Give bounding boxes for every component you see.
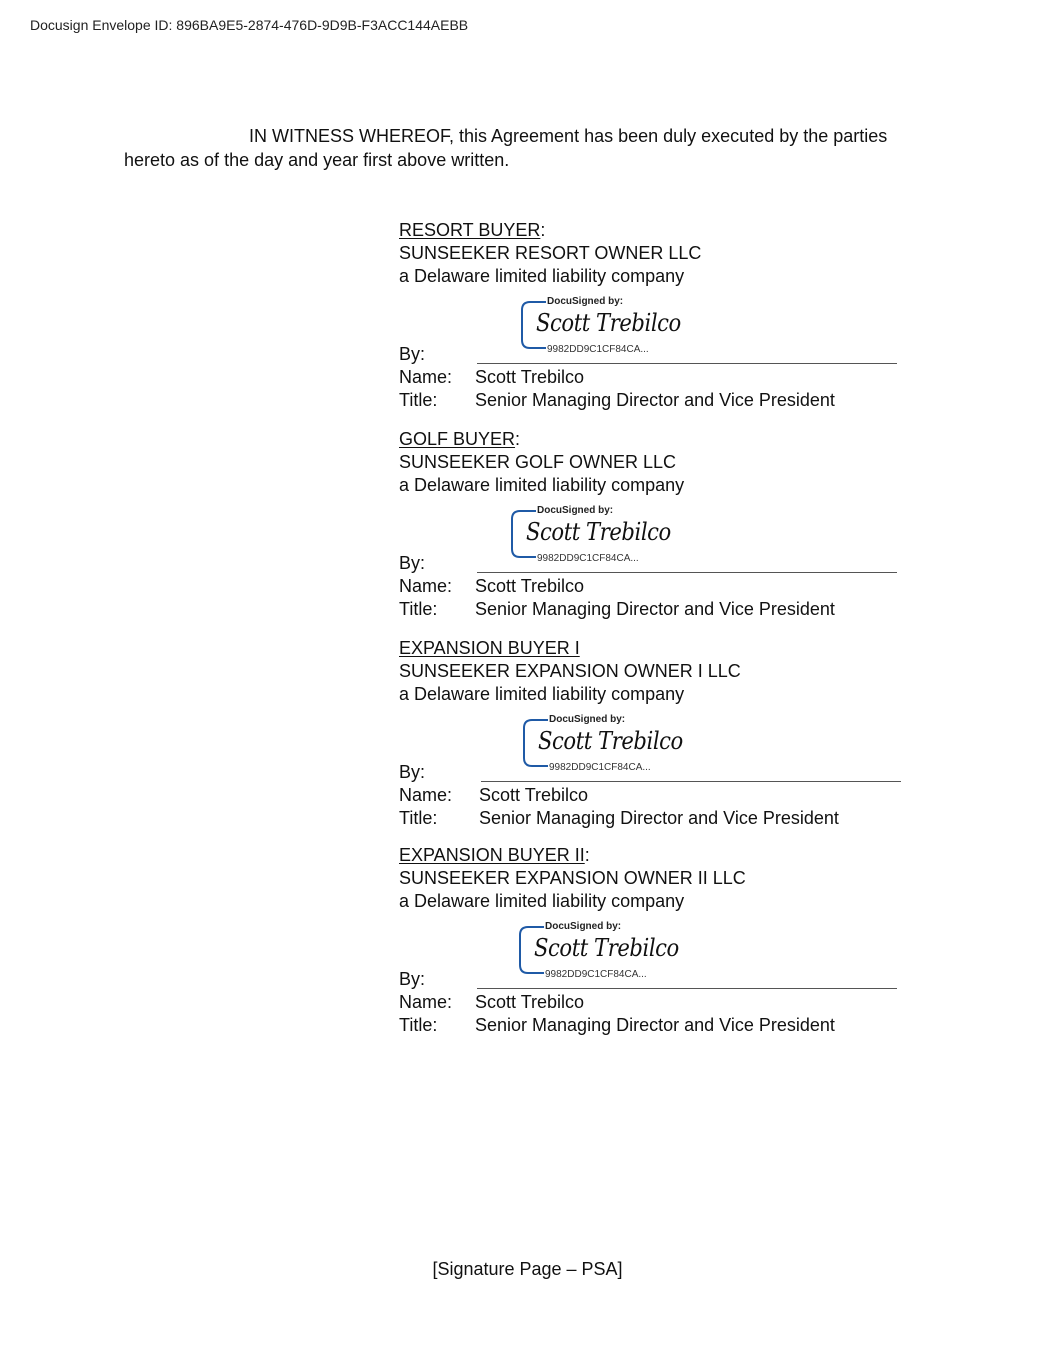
signer-name: Scott Trebilco	[475, 576, 585, 596]
signer-name: Scott Trebilco	[479, 785, 589, 805]
party-heading-line	[399, 428, 919, 451]
docusign-signer-id: 9982DD9C1CF84CA...	[547, 344, 649, 355]
docusign-signer-id: 9982DD9C1CF84CA...	[537, 553, 639, 564]
name-label: Name:	[399, 992, 453, 1012]
title-label: Title:	[399, 808, 438, 828]
docusign-stamp	[510, 505, 810, 565]
party-heading-line	[399, 844, 919, 867]
docusign-stamp	[518, 921, 818, 981]
title-label: Title:	[399, 599, 438, 619]
signature-row	[399, 921, 919, 991]
signer-title: Senior Managing Director and Vice President	[475, 599, 835, 619]
name-row	[399, 575, 919, 598]
signature-row	[399, 505, 919, 575]
docusign-stamp	[522, 714, 822, 774]
signature-row	[399, 296, 919, 366]
name-row	[399, 784, 919, 807]
docusign-signer-id: 9982DD9C1CF84CA...	[545, 969, 647, 980]
signature-block-resort-buyer	[399, 219, 919, 412]
party-heading-line	[399, 219, 919, 242]
by-label: By:	[399, 553, 426, 573]
page-footer: [Signature Page – PSA]	[432, 1259, 623, 1279]
name-label: Name:	[399, 785, 453, 805]
by-label: By:	[399, 762, 426, 782]
docusigned-by-label: DocuSigned by:	[537, 505, 614, 516]
signer-title: Senior Managing Director and Vice President	[475, 390, 835, 410]
handwritten-signature: Scott Trebilco	[536, 309, 681, 337]
witness-paragraph	[124, 124, 934, 172]
heading-colon: :	[584, 845, 590, 865]
entity-name: SUNSEEKER EXPANSION OWNER I LLC	[399, 661, 741, 681]
title-row	[399, 807, 919, 830]
title-row	[399, 389, 919, 412]
party-heading-line	[399, 637, 919, 660]
handwritten-signature: Scott Trebilco	[538, 727, 683, 755]
entity-type: a Delaware limited liability company	[399, 891, 685, 911]
title-label: Title:	[399, 1015, 438, 1035]
signature-line	[477, 363, 897, 364]
entity-type: a Delaware limited liability company	[399, 684, 685, 704]
docusigned-by-label: DocuSigned by:	[549, 714, 626, 725]
heading-colon: :	[515, 429, 521, 449]
party-heading: EXPANSION BUYER II	[399, 845, 585, 865]
title-row	[399, 1014, 919, 1037]
signer-name: Scott Trebilco	[475, 367, 585, 387]
signer-title: Senior Managing Director and Vice President	[479, 808, 839, 828]
entity-name: SUNSEEKER RESORT OWNER LLC	[399, 243, 702, 263]
signer-name: Scott Trebilco	[475, 992, 585, 1012]
signer-title: Senior Managing Director and Vice President	[475, 1015, 835, 1035]
entity-name: SUNSEEKER EXPANSION OWNER II LLC	[399, 868, 746, 888]
signature-row	[399, 714, 919, 784]
signature-block-expansion-buyer-i	[399, 637, 919, 830]
party-heading: EXPANSION BUYER I	[399, 638, 580, 658]
docusign-envelope-id: Docusign Envelope ID: 896BA9E5-2874-476D-9D9B-F3ACC144AEBB	[30, 17, 469, 33]
signature-block-golf-buyer	[399, 428, 919, 621]
docusigned-by-label: DocuSigned by:	[547, 296, 624, 307]
docusign-signer-id: 9982DD9C1CF84CA...	[549, 762, 651, 773]
handwritten-signature: Scott Trebilco	[526, 518, 671, 546]
witness-text: IN WITNESS WHEREOF, this Agreement has been duly executed by the parties hereto as of the day and year first above written.	[124, 126, 888, 170]
name-label: Name:	[399, 367, 453, 387]
entity-name: SUNSEEKER GOLF OWNER LLC	[399, 452, 677, 472]
name-row	[399, 366, 919, 389]
docusign-stamp	[520, 296, 820, 356]
name-row	[399, 991, 919, 1014]
signature-block-expansion-buyer-ii	[399, 844, 919, 1037]
heading-colon: :	[540, 220, 546, 240]
signature-line	[481, 781, 901, 782]
handwritten-signature: Scott Trebilco	[534, 934, 679, 962]
title-row	[399, 598, 919, 621]
entity-type: a Delaware limited liability company	[399, 266, 685, 286]
title-label: Title:	[399, 390, 438, 410]
docusigned-by-label: DocuSigned by:	[545, 921, 622, 932]
party-heading: RESORT BUYER	[399, 220, 541, 240]
entity-type: a Delaware limited liability company	[399, 475, 685, 495]
party-heading: GOLF BUYER	[399, 429, 516, 449]
signature-line	[477, 988, 897, 989]
signature-line	[477, 572, 897, 573]
name-label: Name:	[399, 576, 453, 596]
by-label: By:	[399, 969, 426, 989]
by-label: By:	[399, 344, 426, 364]
